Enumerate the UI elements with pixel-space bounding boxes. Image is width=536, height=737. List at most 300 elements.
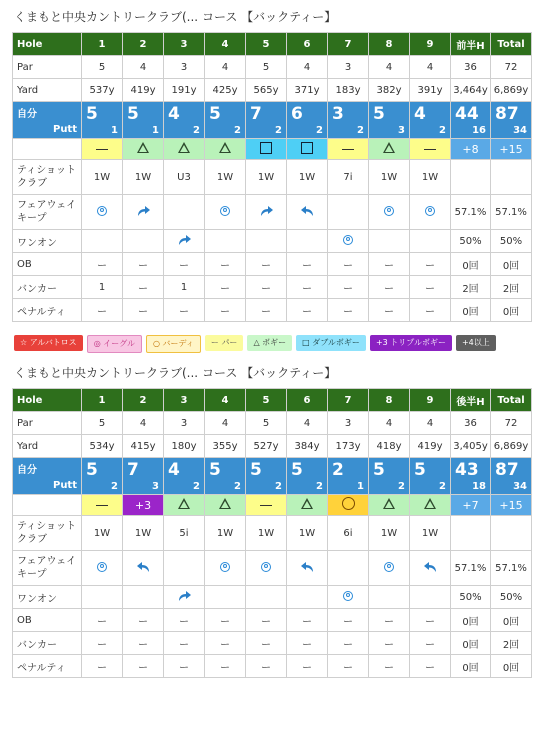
yard-value: 537y (82, 79, 123, 102)
par-value: 5 (246, 56, 287, 79)
fairway-cell (410, 551, 451, 586)
penalty-value: ー (164, 299, 205, 322)
score-cell (369, 102, 410, 139)
result-cell (328, 495, 369, 516)
bunker-value: 1 (82, 276, 123, 299)
ob-label: OB (13, 609, 82, 632)
legend-triple-bogey-label: トリプルボギー (390, 338, 446, 347)
bunker-total: 2回 (491, 276, 532, 299)
putt-value: 3 (152, 481, 159, 492)
putt-value: 2 (193, 481, 200, 492)
par-value: 3 (164, 56, 205, 79)
putt-value: 2 (193, 125, 200, 136)
ob-value: ー (123, 609, 164, 632)
par-value: 5 (82, 412, 123, 435)
penalty-value: ー (369, 655, 410, 678)
fairway-cell (164, 195, 205, 230)
tee-club-row (13, 160, 532, 195)
tee-club-value: 6i (328, 516, 369, 551)
par-label: Par (13, 56, 82, 79)
score-cell (164, 102, 205, 139)
result-bogey-icon (424, 499, 436, 512)
fairway-miss-left-icon (136, 561, 151, 573)
legend-double-bogey-icon: □ (302, 338, 310, 347)
score-value: 7 (127, 460, 139, 480)
hole-number: 7 (328, 389, 369, 412)
over-par-half: +7 (451, 495, 491, 516)
penalty-half: 0回 (451, 655, 491, 678)
legend-albatross-icon: ☆ (20, 338, 28, 347)
ob-value: ー (328, 253, 369, 276)
legend-eagle (87, 335, 142, 353)
tee-club-value: 5i (164, 516, 205, 551)
fairway-keep-icon (220, 562, 230, 572)
one-on-label: ワンオン (13, 230, 82, 253)
bunker-value: ー (410, 276, 451, 299)
fairway-cell (205, 551, 246, 586)
scorecard-back-nine (12, 364, 531, 678)
tee-club-label-line1: ティショット (17, 521, 76, 532)
ob-value: ー (287, 253, 328, 276)
putt-label: Putt (52, 124, 77, 135)
result-par-icon (260, 499, 272, 512)
penalty-value: ー (410, 655, 451, 678)
tee-club-value: 1W (287, 516, 328, 551)
ob-value: ー (123, 253, 164, 276)
penalty-value: ー (164, 655, 205, 678)
hole-number: 1 (82, 33, 123, 56)
score-cell (82, 458, 123, 495)
yard-value: 183y (328, 79, 369, 102)
hole-number: 2 (123, 389, 164, 412)
bunker-value: ー (246, 276, 287, 299)
one-on-cell (246, 586, 287, 609)
putt-value: 2 (111, 481, 118, 492)
score-value: 5 (291, 460, 303, 480)
result-cell (328, 139, 369, 160)
one-on-total: 50% (491, 586, 532, 609)
bunker-value: ー (369, 276, 410, 299)
bunker-value: ー (123, 632, 164, 655)
fairway-label-line2: キープ (17, 213, 47, 224)
score-cell (491, 102, 532, 139)
legend-bogey-icon: △ (253, 338, 260, 347)
tee-club-value: 1W (369, 516, 410, 551)
fairway-cell (205, 195, 246, 230)
yard-value: 419y (410, 435, 451, 458)
par-value: 5 (82, 56, 123, 79)
score-cell (205, 102, 246, 139)
tee-club-label (13, 160, 82, 195)
result-row (13, 495, 532, 516)
score-value: 4 (168, 104, 180, 124)
putt-label: Putt (52, 480, 77, 491)
one-on-label: ワンオン (13, 586, 82, 609)
tee-club-value: 1W (287, 160, 328, 195)
yard-row (13, 79, 532, 102)
hole-number: 8 (369, 389, 410, 412)
ob-value: ー (369, 253, 410, 276)
score-cell (82, 102, 123, 139)
par-value: 4 (205, 412, 246, 435)
penalty-value: ー (287, 299, 328, 322)
bunker-value: ー (246, 632, 287, 655)
penalty-label: ペナルティ (13, 655, 82, 678)
result-row (13, 139, 532, 160)
yard-value: 391y (410, 79, 451, 102)
penalty-value: ー (287, 655, 328, 678)
ob-value: ー (287, 609, 328, 632)
result-par-icon (96, 143, 108, 156)
hole-number: 1 (82, 389, 123, 412)
score-cell (287, 458, 328, 495)
penalty-value: ー (246, 299, 287, 322)
one-on-cell (328, 586, 369, 609)
putt-value: 34 (513, 125, 527, 136)
one-on-cell (123, 586, 164, 609)
legend-birdie (146, 335, 201, 353)
result-cell (205, 139, 246, 160)
yard-total: 6,869y (491, 435, 532, 458)
putt-value: 18 (472, 481, 486, 492)
one-on-cell (369, 586, 410, 609)
ob-half: 0回 (451, 253, 491, 276)
result-label-cell (13, 139, 82, 160)
yard-value: 371y (287, 79, 328, 102)
scorecard-front-nine (12, 8, 531, 322)
result-birdie-icon (342, 500, 355, 513)
ob-value: ー (205, 609, 246, 632)
score-legend (14, 335, 531, 353)
score-value: 5 (414, 460, 426, 480)
fairway-label-line1: フェアウェイ (17, 200, 77, 211)
result-cell (410, 495, 451, 516)
yard-value: 384y (287, 435, 328, 458)
result-par-icon (96, 499, 108, 512)
penalty-value: ー (369, 299, 410, 322)
hole-number: 4 (205, 33, 246, 56)
tee-club-total (491, 516, 532, 551)
one-on-cell (164, 586, 205, 609)
one-on-cell (82, 230, 123, 253)
one-on-half: 50% (451, 586, 491, 609)
fairway-keep-icon (220, 206, 230, 216)
result-bogey-icon (178, 143, 190, 156)
fairway-cell (287, 551, 328, 586)
fairway-cell (246, 551, 287, 586)
putt-value: 2 (316, 481, 323, 492)
fairway-cell (369, 195, 410, 230)
fairway-label (13, 195, 82, 230)
result-triple-icon: +3 (134, 498, 152, 512)
scorecard-table (12, 388, 532, 678)
score-label-cell (13, 102, 82, 139)
bunker-value: ー (287, 276, 328, 299)
hole-number: 8 (369, 33, 410, 56)
hole-number: 2 (123, 33, 164, 56)
fairway-miss-left-icon (423, 561, 438, 573)
fairway-miss-left-icon (300, 561, 315, 573)
legend-albatross (14, 335, 83, 351)
fairway-cell (246, 195, 287, 230)
score-value: 5 (86, 460, 98, 480)
result-bogey-icon (219, 143, 231, 156)
result-cell (287, 495, 328, 516)
hole-label: Hole (13, 389, 82, 412)
par-total: 72 (491, 412, 532, 435)
ob-half: 0回 (451, 609, 491, 632)
score-row (13, 102, 532, 139)
bunker-row (13, 276, 532, 299)
legend-par-label: パー (221, 338, 238, 347)
bunker-value: ー (328, 276, 369, 299)
ob-total: 0回 (491, 253, 532, 276)
penalty-label: ペナルティ (13, 299, 82, 322)
putt-value: 1 (111, 125, 118, 136)
ob-value: ー (164, 253, 205, 276)
course-title: くまもと中央カントリークラブ(... コース 【バックティー】 (14, 366, 337, 380)
yard-value: 418y (369, 435, 410, 458)
result-cell (82, 139, 123, 160)
legend-eagle-label: イーグル (103, 339, 135, 348)
one-on-icon (343, 235, 353, 245)
score-cell (451, 458, 491, 495)
result-label-cell (13, 495, 82, 516)
tee-club-value: 1W (82, 516, 123, 551)
one-on-cell (164, 230, 205, 253)
putt-value: 2 (398, 481, 405, 492)
par-value: 4 (369, 412, 410, 435)
yard-value: 527y (246, 435, 287, 458)
bunker-total: 2回 (491, 632, 532, 655)
hole-label: Hole (13, 33, 82, 56)
half-label: 前半H (451, 33, 491, 56)
hole-number: 7 (328, 33, 369, 56)
hole-number: 5 (246, 389, 287, 412)
yard-value: 382y (369, 79, 410, 102)
one-on-cell (410, 586, 451, 609)
result-cell (369, 139, 410, 160)
fairway-keep-icon (384, 206, 394, 216)
total-label: Total (491, 389, 532, 412)
score-value: 5 (373, 460, 385, 480)
yard-value: 534y (82, 435, 123, 458)
score-cell (328, 102, 369, 139)
bunker-half: 2回 (451, 276, 491, 299)
penalty-half: 0回 (451, 299, 491, 322)
score-cell (123, 102, 164, 139)
bunker-value: ー (328, 632, 369, 655)
tee-club-value: U3 (164, 160, 205, 195)
fairway-keep-icon (425, 206, 435, 216)
yard-label: Yard (13, 79, 82, 102)
result-double-icon (301, 144, 313, 157)
legend-albatross-label: アルバトロス (29, 338, 77, 347)
tee-club-row (13, 516, 532, 551)
score-cell (164, 458, 205, 495)
result-cell (205, 495, 246, 516)
result-bogey-icon (137, 143, 149, 156)
par-value: 4 (410, 56, 451, 79)
bunker-value: ー (205, 276, 246, 299)
yard-label: Yard (13, 435, 82, 458)
tee-club-total (491, 160, 532, 195)
hole-header-row (13, 33, 532, 56)
score-cell (123, 458, 164, 495)
putt-value: 2 (439, 125, 446, 136)
score-value: 5 (209, 460, 221, 480)
yard-value: 180y (164, 435, 205, 458)
result-par-icon (342, 143, 354, 156)
bunker-label: バンカー (13, 276, 82, 299)
bunker-value: ー (123, 276, 164, 299)
course-title: くまもと中央カントリークラブ(... コース 【バックティー】 (14, 10, 337, 24)
ob-value: ー (205, 253, 246, 276)
hole-number: 3 (164, 389, 205, 412)
putt-value: 34 (513, 481, 527, 492)
result-bogey-icon (383, 143, 395, 156)
hole-number: 4 (205, 389, 246, 412)
score-value: 4 (414, 104, 426, 124)
par-value: 4 (369, 56, 410, 79)
score-cell (246, 102, 287, 139)
one-on-cell (205, 586, 246, 609)
score-value: 43 (455, 460, 479, 480)
score-value: 3 (332, 104, 344, 124)
fairway-cell (82, 551, 123, 586)
yard-row (13, 435, 532, 458)
tee-club-value: 1W (369, 160, 410, 195)
fairway-label (13, 551, 82, 586)
putt-value: 2 (316, 125, 323, 136)
legend-par-icon: ー (210, 338, 219, 347)
tee-club-value: 7i (328, 160, 369, 195)
putt-value: 2 (234, 125, 241, 136)
ob-value: ー (246, 253, 287, 276)
bunker-row (13, 632, 532, 655)
putt-value: 2 (439, 481, 446, 492)
result-bogey-icon (219, 499, 231, 512)
penalty-value: ー (123, 655, 164, 678)
legend-bogey (247, 335, 292, 351)
fairway-keep-icon (261, 562, 271, 572)
legend-bogey-label: ボギー (262, 338, 287, 347)
legend-double-bogey (296, 335, 366, 351)
ob-value: ー (328, 609, 369, 632)
penalty-row (13, 299, 532, 322)
score-value: 5 (86, 104, 98, 124)
one-on-row (13, 230, 532, 253)
fairway-cell (328, 551, 369, 586)
fairway-cell (287, 195, 328, 230)
jibun-label: 自分 (17, 109, 37, 120)
one-on-cell (246, 230, 287, 253)
par-row (13, 412, 532, 435)
score-cell (491, 458, 532, 495)
penalty-value: ー (328, 299, 369, 322)
tee-club-value: 1W (246, 516, 287, 551)
fairway-cell (164, 551, 205, 586)
par-value: 3 (164, 412, 205, 435)
result-cell (123, 139, 164, 160)
half-label: 後半H (451, 389, 491, 412)
par-value: 4 (287, 56, 328, 79)
bunker-half: 0回 (451, 632, 491, 655)
penalty-value: ー (82, 655, 123, 678)
putt-value: 1 (152, 125, 159, 136)
score-value: 5 (373, 104, 385, 124)
par-total: 72 (491, 56, 532, 79)
putt-value: 16 (472, 125, 486, 136)
bunker-value: ー (205, 632, 246, 655)
one-on-cell (410, 230, 451, 253)
ob-value: ー (410, 253, 451, 276)
score-value: 2 (332, 460, 344, 480)
tee-club-label-line2: クラブ (17, 178, 47, 189)
ob-value: ー (82, 609, 123, 632)
yard-value: 425y (205, 79, 246, 102)
score-cell (328, 458, 369, 495)
yard-value: 355y (205, 435, 246, 458)
fairway-label-line1: フェアウェイ (17, 556, 77, 567)
legend-birdie-icon: ○ (152, 339, 160, 348)
legend-4-over (456, 335, 496, 351)
fairway-cell (369, 551, 410, 586)
result-cell (82, 495, 123, 516)
hole-number: 9 (410, 33, 451, 56)
yard-value: 173y (328, 435, 369, 458)
yard-value: 565y (246, 79, 287, 102)
fairway-cell (410, 195, 451, 230)
par-value: 3 (328, 56, 369, 79)
penalty-value: ー (205, 655, 246, 678)
score-cell (246, 458, 287, 495)
tee-club-label-line1: ティショット (17, 165, 76, 176)
ob-label: OB (13, 253, 82, 276)
par-value: 4 (123, 412, 164, 435)
fairway-miss-right-icon (136, 205, 151, 217)
par-row (13, 56, 532, 79)
hole-header-row (13, 389, 532, 412)
penalty-value: ー (410, 299, 451, 322)
hole-number: 5 (246, 33, 287, 56)
result-cell (164, 495, 205, 516)
legend-birdie-label: バーディ (162, 339, 194, 348)
penalty-total: 0回 (491, 655, 532, 678)
bunker-value: ー (164, 632, 205, 655)
bunker-value: ー (369, 632, 410, 655)
tee-club-half (451, 516, 491, 551)
par-value: 4 (287, 412, 328, 435)
fairway-miss-right-icon (177, 590, 192, 602)
fairway-half: 57.1% (451, 551, 491, 586)
ob-value: ー (82, 253, 123, 276)
score-value: 5 (127, 104, 139, 124)
penalty-value: ー (246, 655, 287, 678)
one-on-cell (205, 230, 246, 253)
fairway-row (13, 195, 532, 230)
fairway-miss-right-icon (259, 205, 274, 217)
tee-club-value: 1W (205, 516, 246, 551)
one-on-cell (369, 230, 410, 253)
par-value: 4 (410, 412, 451, 435)
fairway-row (13, 551, 532, 586)
over-par-total: +15 (491, 495, 532, 516)
par-label: Par (13, 412, 82, 435)
ob-value: ー (246, 609, 287, 632)
result-par-icon (424, 143, 436, 156)
fairway-half: 57.1% (451, 195, 491, 230)
